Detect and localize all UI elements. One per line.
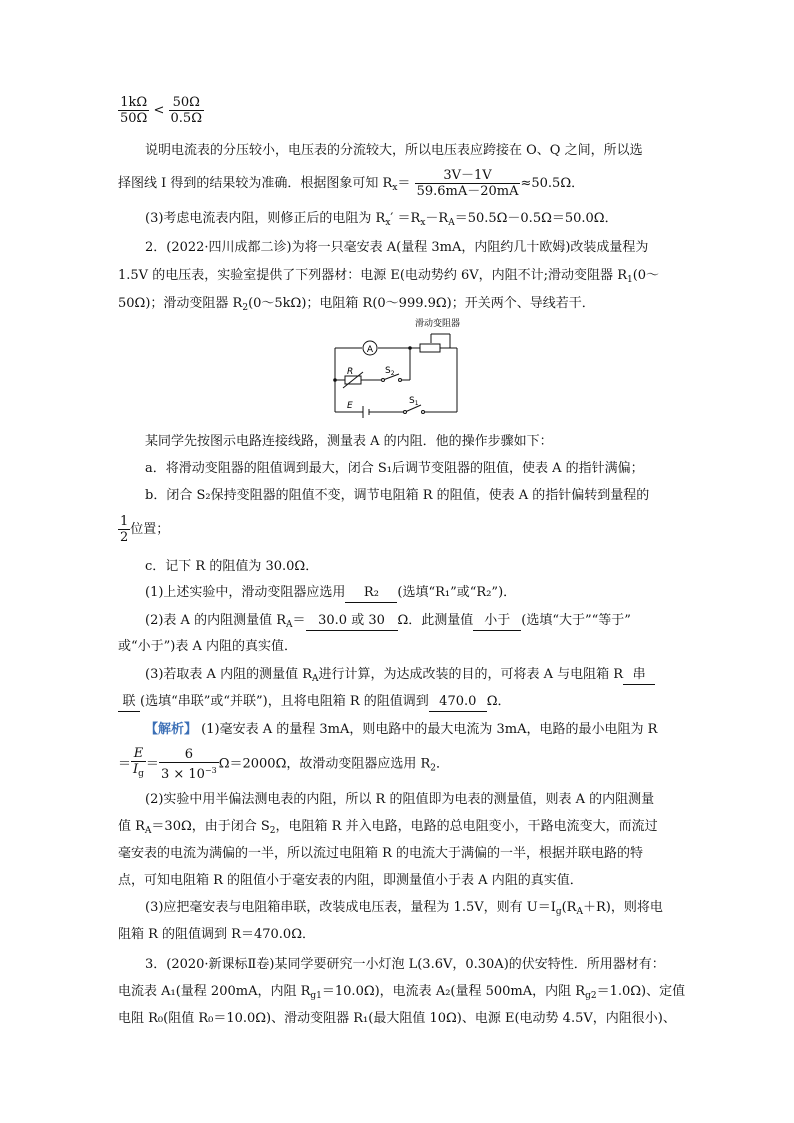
denominator: 0.5Ω bbox=[170, 111, 202, 126]
numerator: 1kΩ bbox=[118, 95, 149, 111]
answer-1: R₂ bbox=[345, 584, 397, 603]
analysis-line-1: 【解析】 (1)毫安表 A 的量程 3mA，则电路中的最大电流为 3mA，电路的最小电阻为 R bbox=[145, 722, 658, 737]
explain-line-1: 说明电流表的分压较小，电压表的分流较大，所以电压表应跨接在 O、Q 之间，所以选 bbox=[145, 143, 643, 158]
fraction-2 bbox=[169, 95, 204, 126]
answer-2: 30.0 或 30 bbox=[306, 612, 398, 631]
sub-question-2: (2)表 A 的内阻测量值 $R_A= 30.0$ 或 30 Ω．此测量值 小于 (选填“大于”“等于” bbox=[145, 613, 631, 630]
answer-3b: 470.0 bbox=[429, 693, 487, 712]
step-c: c．记下 R 的阻值为 30.0Ω． bbox=[145, 559, 319, 574]
analysis-3-line-1: (3)应把毫安表与电阻箱串联，改装成电压表，量程为 1.5V，则有 $U=I_g(R_A+R)$，则将电 bbox=[145, 900, 663, 917]
half-fraction: $\frac{1}{2}$ bbox=[120, 514, 129, 545]
answer-2b: 小于 bbox=[473, 612, 521, 631]
analysis-2-line-1: (2)实验中用半偏法测电表的内阻，所以 R 的阻值即为电表的测量值，则表 A 的内阻测量 bbox=[145, 792, 655, 807]
ammeter-label: A bbox=[366, 345, 374, 355]
steps-intro: 某同学先按图示电路连接线路，测量表 A 的内阻．他的操作步骤如下： bbox=[145, 434, 553, 449]
analysis-2-line-4: 点，可知电阻箱 R 的阻值小于毫安表的内阻，即测量值小于表 A 内阻的真实值． bbox=[118, 873, 583, 888]
resistor-label: R bbox=[347, 367, 354, 377]
question2-line-1: 2．(2022·四川成都二诊)为将一只毫安表 A(量程 3mA，内阻约几十欧姆)改装成量程为 bbox=[145, 240, 649, 255]
numerator: 50Ω bbox=[169, 95, 204, 111]
battery-label: E bbox=[347, 401, 353, 411]
denominator: 50Ω bbox=[120, 111, 148, 126]
question2-line-3: 50Ω)；滑动变阻器 $R_2(0\sim 5k\Omega)$；电阻箱 R(0～999.9Ω)；开关两个、导线若干． bbox=[118, 296, 595, 313]
analysis-2-line-3: 毫安表的电流为满偏的一半，所以流过电阻箱 R 的电流大于满偏的一半，根据并联电路的特 bbox=[118, 846, 644, 861]
question3-line-2: 电流表 A₁(量程 200mA，内阻 $R_{g1}=10.0\Omega$)，电流表 A₂(量程 500mA，内阻 $R_{g2}=1.0\Omega$)、定值 bbox=[118, 984, 686, 1001]
top-fraction-comparison bbox=[118, 95, 204, 126]
question2-line-2: 1.5V 的电压表，实验室提供了下列器材：电源 E(电动势约 6V，内阻不计;滑动变阻器 $R_1(0\sim$ bbox=[118, 268, 660, 285]
sub-question-3-cont: 联 (选填“串联”或“并联”)，且将电阻箱 R 的阻值调到 470.0 Ω． bbox=[118, 693, 511, 712]
sub-question-2-cont: 或“小于”)表 A 内阻的真实值． bbox=[118, 639, 298, 654]
analysis-3-line-2: 阻箱 R 的阻值调到 R＝470.0Ω． bbox=[118, 927, 315, 942]
question3-line-1: 3．(2020·新课标Ⅱ卷)某同学要研究一小灯泡 L(3.6V，0.30A)的伏安特性．所用器材有： bbox=[145, 957, 665, 972]
rheostat-label: 滑动变阻器 bbox=[415, 319, 461, 329]
answer-3a: 串 bbox=[623, 666, 655, 685]
sub-question-3: (3)若取表 A 内阻的测量值 $R_A$进行计算，为达成改装的目的，可将表 A 与电阻箱 R 串 bbox=[145, 666, 655, 688]
step-b-cont: $\frac{1}{2}$ 位置； bbox=[120, 514, 170, 545]
less-than-sign: < bbox=[153, 103, 165, 118]
voltage-current-fraction: $\frac{3V-1V}{59.6mA-20mA}$ bbox=[416, 168, 519, 199]
explain-line-2: 择图线 I 得到的结果较为准确．根据图象可知 $R_x=$ $\frac{3V-1V}{59.6mA-20mA}$ ≈50.5Ω． bbox=[118, 168, 585, 199]
switch2-label: $S_2$ bbox=[385, 366, 395, 377]
analysis-tag: 【解析】 bbox=[145, 722, 198, 737]
analysis-formula: ＝ $\frac{E}{I_g}$ ＝ $\frac{6}{3 \times 10^{-3}}$ Ω＝2000Ω，故滑动变阻器应选用 $R_2$． bbox=[118, 746, 450, 782]
circuit-diagram bbox=[325, 316, 465, 418]
analysis-2-line-2: 值 $R_A=30\Omega$，由于闭合 $S_2$，电阻箱 R 并入电路，电路的总电阻变小，干路电流变大，而流过 bbox=[118, 819, 658, 836]
step-b: b．闭合 S₂保持变阻器的阻值不变，调节电阻箱 R 的阻值，使表 A 的指针偏转到量程的 bbox=[145, 488, 650, 503]
step-a: a．将滑动变阻器的阻值调到最大，闭合 S₁后调节变阻器的阻值，使表 A 的指针满偏； bbox=[145, 461, 644, 476]
fraction-1 bbox=[118, 95, 149, 126]
part3-correction-line: (3)考虑电流表内阻，则修正后的电阻为 $R_x' =R_x-R_A=50.5\Omega-0.5\Omega=50.0\Omega$． bbox=[145, 211, 618, 228]
sub-question-1: (1)上述实验中，滑动变阻器应选用 R₂ (选填“R₁”或“R₂”)． bbox=[145, 584, 516, 603]
switch1-label: $S_1$ bbox=[409, 396, 419, 407]
question3-line-3: 电阻 R₀(阻值 R₀＝10.0Ω)、滑动变阻器 R₁(最大阻值 10Ω)、电源 E(电动势 4.5V，内阻很小)、 bbox=[118, 1011, 676, 1026]
